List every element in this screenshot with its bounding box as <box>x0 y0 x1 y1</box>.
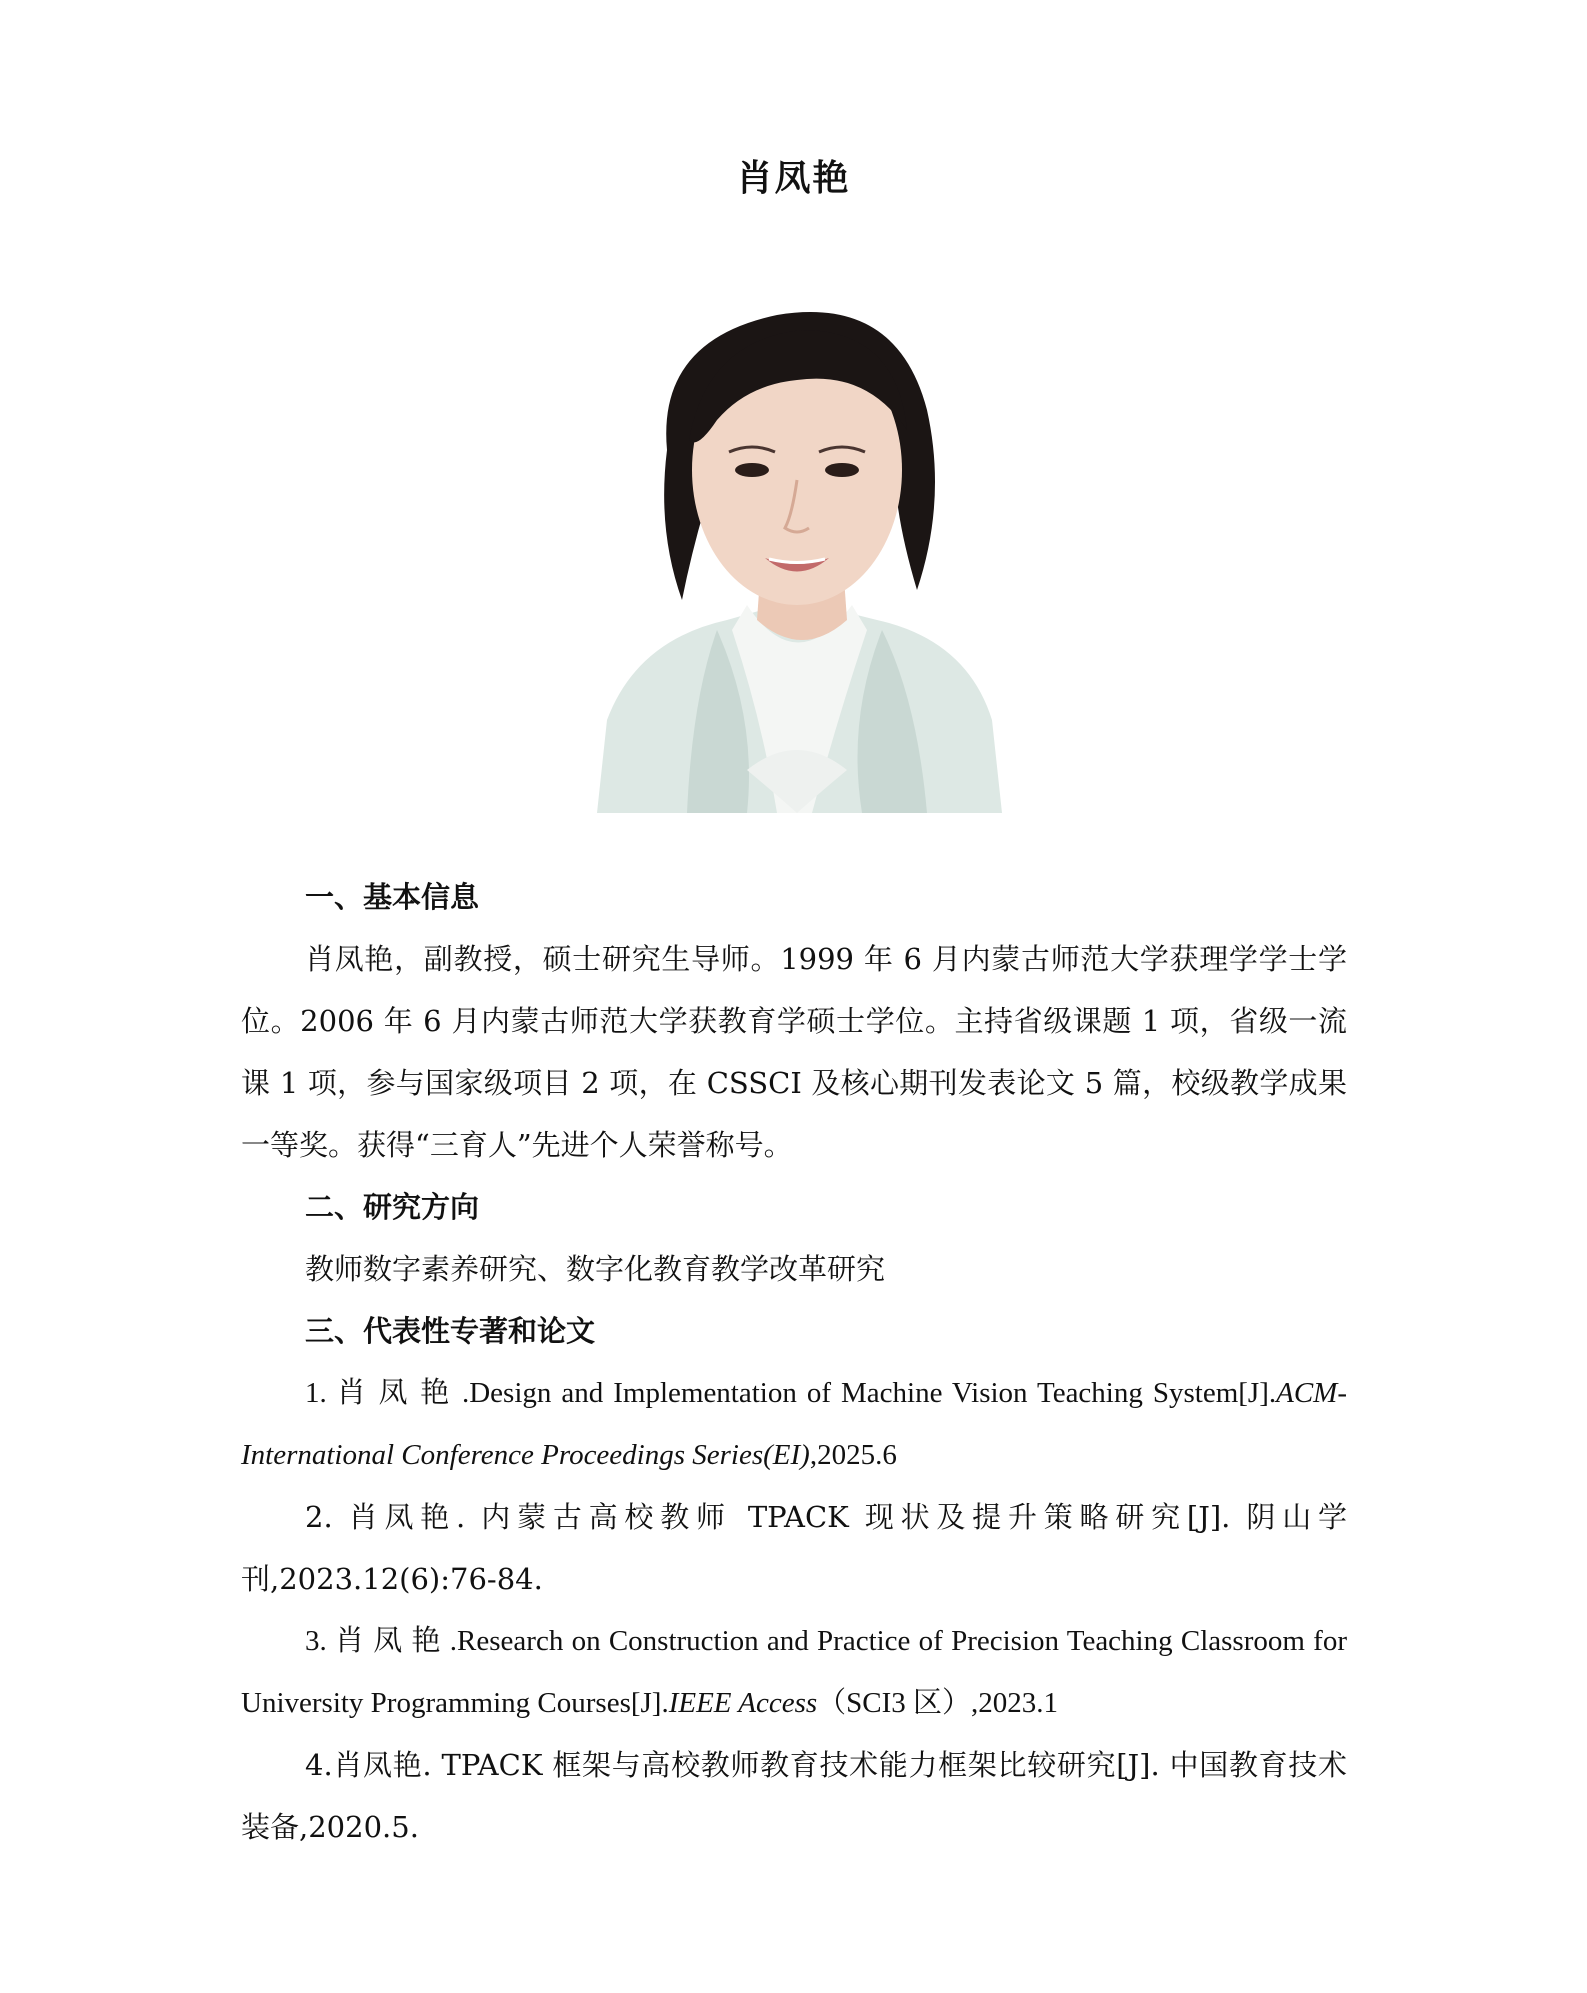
section-heading-papers: 三、代表性专著和论文 <box>305 1314 596 1348</box>
basic-info-paragraph: 肖凤艳，副教授，硕士研究生导师。1999 年 6 月内蒙古师范大学获理学学士学位。2006 年 6 月内蒙古师范大学获教育学硕士学位。主持省级课题 1 项，省级一流课 1 项，参与国家级项目 2 项，在 CSSCI 及核心期刊发表论文 5 篇，校级教学成果一等奖。获得“三育人”先进个人荣誉称号。 <box>241 942 1347 1162</box>
paper-item-1 <box>241 1362 1347 1486</box>
paper-item-2 <box>241 1486 1347 1610</box>
section-heading-basic-info: 一、基本信息 <box>305 880 480 914</box>
page-title: 肖凤艳 <box>736 157 851 199</box>
section-heading-research: 二、研究方向 <box>305 1190 480 1224</box>
paper-3-text: 3. 肖 凤 艳 .Research on Construction and Practice of Precision Teaching Classroom for University Programming Courses[J]. <box>241 1625 1347 1719</box>
paper-3-journal: IEEE Access <box>668 1687 818 1719</box>
research-paragraph: 教师数字素养研究、数字化教育教学改革研究 <box>305 1252 886 1286</box>
paper-1-text: 1. 肖 凤 艳 .Design and Implementation of Machine Vision Teaching System[J]. <box>305 1377 1277 1409</box>
portrait-illustration <box>597 300 1002 813</box>
paper-item-3 <box>241 1610 1347 1734</box>
portrait-photo <box>597 300 1002 813</box>
document-body <box>241 866 1347 1858</box>
paper-2-text: 2. 肖凤艳. 内蒙古高校教师 TPACK 现状及提升策略研究[J]. 阴山学刊,2023.12(6):76-84. <box>241 1500 1347 1596</box>
paper-1-suffix: ,2025.6 <box>809 1439 897 1471</box>
paper-1-journal: ACM-International Conference Proceedings Series(EI) <box>241 1377 1347 1471</box>
paper-3-suffix: （SCI3 区）,2023.1 <box>817 1687 1059 1719</box>
paper-4-text: 4.肖凤艳. TPACK 框架与高校教师教育技术能力框架比较研究[J]. 中国教育技术装备,2020.5. <box>241 1748 1347 1844</box>
paper-item-4 <box>241 1734 1347 1858</box>
